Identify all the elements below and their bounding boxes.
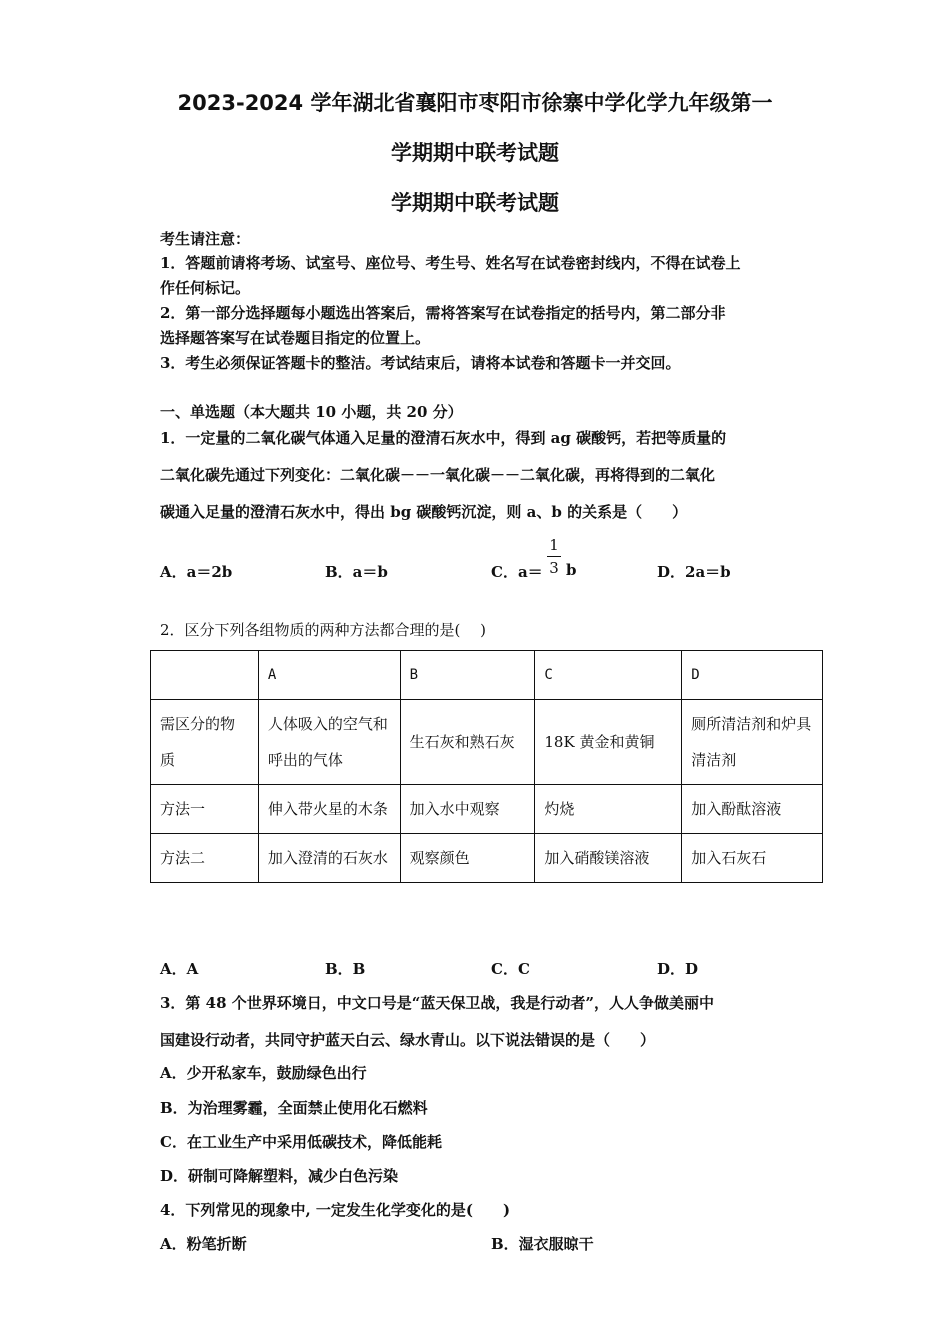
question-1-option-a: A．a＝2b <box>160 563 233 581</box>
table-header-row <box>151 651 823 700</box>
question-3-stem: 国建设行动者，共同守护蓝天白云、绿水青山。以下说法错误的是（ ） <box>160 1031 656 1049</box>
question-1-stem: 1．一定量的二氧化碳气体通入足量的澄清石灰水中，得到 ag 碳酸钙，若把等质量的 <box>160 429 727 447</box>
fraction-one-third <box>547 536 561 577</box>
question-4-option-a: A．粉笔折断 <box>160 1235 247 1253</box>
question-3-stem: 3．第 48 个世界环境日，中文口号是“蓝天保卫战，我是行动者”，人人争做美丽中 <box>160 994 715 1012</box>
question-2-option-d: D．D <box>657 960 699 978</box>
question-2-option-a: A．A <box>160 960 199 978</box>
table-cell: 加入酚酞溶液 <box>682 785 823 834</box>
table-cell: 加入硝酸镁溶液 <box>535 834 682 883</box>
notice-line: 2．第一部分选择题每小题选出答案后，需将答案写在试卷指定的括号内，第二部分非 <box>160 304 726 322</box>
notice-heading: 考生请注意： <box>160 230 251 248</box>
table-row <box>151 785 823 834</box>
table-cell: 伸入带火星的木条 <box>258 785 400 834</box>
table-cell: 人体吸入的空气和呼出的气体 <box>258 700 400 785</box>
table-cell: 灼烧 <box>535 785 682 834</box>
table-header-cell: B <box>400 651 535 700</box>
question-3-option-d: D．研制可降解塑料，减少白色污染 <box>160 1167 399 1185</box>
question-1-stem: 二氧化碳先通过下列变化：二氧化碳－－一氧化碳－－二氧化碳，再将得到的二氧化 <box>160 466 716 484</box>
question-2-option-c: C．C <box>491 960 530 978</box>
fraction-bar <box>547 556 561 557</box>
question-1-option-d: D．2a＝b <box>657 563 731 581</box>
section-heading: 一、单选题（本大题共 10 小题，共 20 分） <box>160 403 463 421</box>
table-cell: 需区分的物质 <box>151 700 259 785</box>
question-2-table <box>150 650 823 883</box>
exam-title-line-2: 学期期中联考试题 <box>391 141 559 165</box>
notice-line: 1．答题前请将考场、试室号、座位号、考生号、姓名写在试卷密封线内，不得在试卷上 <box>160 254 741 272</box>
table-row <box>151 834 823 883</box>
table-header-cell: C <box>535 651 682 700</box>
notice-line: 选择题答案写在试卷题目指定的位置上。 <box>160 329 431 347</box>
question-3-option-a: A．少开私家车，鼓励绿色出行 <box>160 1064 367 1082</box>
table-cell: 加入石灰石 <box>682 834 823 883</box>
question-1-option-c: C．a＝ <box>491 563 543 581</box>
notice-line: 作任何标记。 <box>160 279 251 297</box>
question-4-option-b: B．湿衣服晾干 <box>491 1235 594 1253</box>
table-cell: 厕所清洁剂和炉具清洁剂 <box>682 700 823 785</box>
question-3-option-c: C．在工业生产中采用低碳技术，降低能耗 <box>160 1133 442 1151</box>
question-1-stem: 碳通入足量的澄清石灰水中，得出 bg 碳酸钙沉淀，则 a、b 的关系是（ ） <box>160 503 688 521</box>
table-header-cell <box>151 651 259 700</box>
table-cell: 加入澄清的石灰水 <box>258 834 400 883</box>
fraction-denominator: 3 <box>549 559 559 577</box>
table-cell: 方法一 <box>151 785 259 834</box>
question-2-option-b: B．B <box>325 960 366 978</box>
table-header-cell: A <box>258 651 400 700</box>
table-cell: 方法二 <box>151 834 259 883</box>
question-1-option-c-suffix: b <box>566 561 577 579</box>
table-row <box>151 700 823 785</box>
exam-title-line-3: 学期期中联考试题 <box>391 191 559 215</box>
exam-title-line-1: 2023-2024 学年湖北省襄阳市枣阳市徐寨中学化学九年级第一 <box>177 91 773 115</box>
question-4-stem: 4．下列常见的现象中, 一定发生化学变化的是( ) <box>160 1201 511 1219</box>
table-cell: 18K 黄金和黄铜 <box>535 700 682 785</box>
question-2-stem: 2．区分下列各组物质的两种方法都合理的是( ) <box>160 621 487 639</box>
table-cell: 观察颜色 <box>400 834 535 883</box>
question-1-option-b: B．a＝b <box>325 563 388 581</box>
question-3-option-b: B．为治理雾霾，全面禁止使用化石燃料 <box>160 1099 428 1117</box>
table-cell: 生石灰和熟石灰 <box>400 700 535 785</box>
table-header-cell: D <box>682 651 823 700</box>
table-cell: 加入水中观察 <box>400 785 535 834</box>
notice-line: 3．考生必须保证答题卡的整洁。考试结束后，请将本试卷和答题卡一并交回。 <box>160 354 681 372</box>
fraction-numerator: 1 <box>549 536 559 554</box>
